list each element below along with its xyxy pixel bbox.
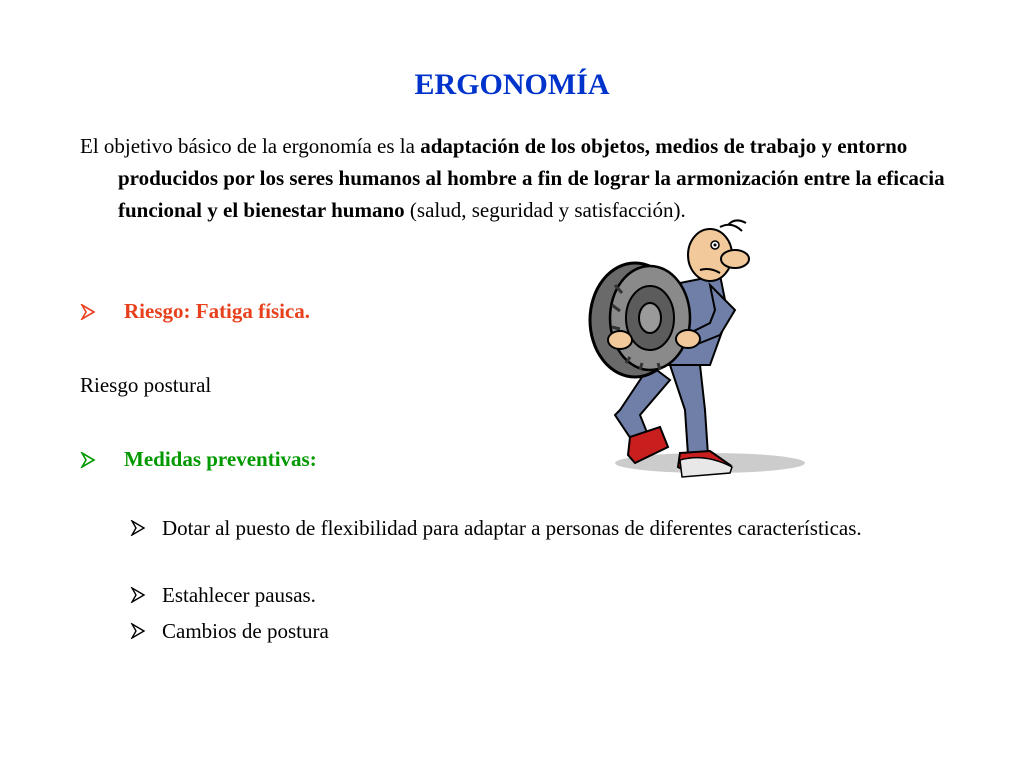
arrow-bullet-icon xyxy=(80,304,124,320)
intro-suffix: (salud, seguridad y satisfacción). xyxy=(404,198,686,222)
measure-text: Cambios de postura xyxy=(162,619,329,643)
measure-text: Estahlecer pausas. xyxy=(162,583,316,607)
measure-item xyxy=(130,616,890,646)
measures-label: Medidas preventivas: xyxy=(124,447,317,471)
intro-paragraph xyxy=(80,130,948,226)
risk-bullet xyxy=(80,299,310,324)
intro-bold: adaptación de los objetos, medios de trabajo y entorno producidos por los seres humanos al hombre a fin de lograr la armonización entre la eficacia funcional y el bienestar humano xyxy=(118,134,945,222)
measure-item xyxy=(130,580,890,610)
measure-item xyxy=(130,513,890,543)
arrow-bullet-icon xyxy=(130,616,162,646)
posture-text: Riesgo postural xyxy=(80,373,212,397)
intro-prefix: El objetivo básico de la ergonomía es la xyxy=(80,134,421,158)
arrow-bullet-icon xyxy=(130,580,162,610)
arrow-bullet-icon xyxy=(130,513,162,543)
risk-label: Riesgo: Fatiga física. xyxy=(124,299,311,323)
measure-text: Dotar al puesto de flexibilidad para adaptar a personas de diferentes características. xyxy=(162,516,862,540)
measures-bullet xyxy=(80,447,317,472)
man-carrying-tire-icon xyxy=(560,215,810,490)
slide-title: ERGONOMÍA xyxy=(414,68,610,101)
arrow-bullet-icon xyxy=(80,452,124,468)
